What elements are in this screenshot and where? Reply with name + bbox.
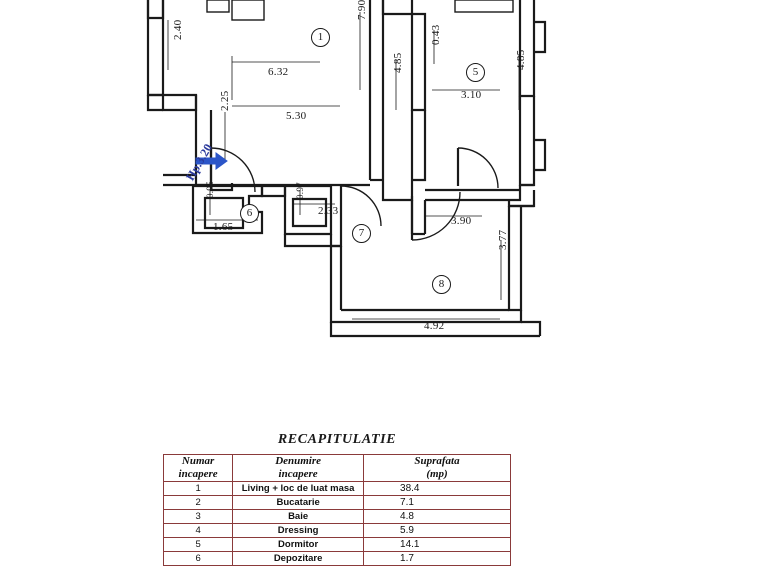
- cell-name: Bucatarie: [233, 496, 364, 510]
- column-header-number-line1: Numar: [181, 455, 215, 467]
- table-title: RECAPITULATIE: [277, 432, 397, 447]
- dimension-label: 1.65: [213, 221, 234, 233]
- cell-name: Living + loc de luat masa: [233, 482, 364, 496]
- cell-name: Dressing: [233, 524, 364, 538]
- column-header-name-line1: Denumire: [275, 455, 322, 467]
- dimension-label: 0.97: [295, 182, 305, 199]
- room-number-badge: 8: [432, 275, 451, 294]
- table-row: [164, 524, 511, 538]
- dimension-label: 3.90: [451, 215, 472, 227]
- cell-number: 2: [164, 496, 233, 510]
- cell-area: 14.1: [364, 538, 511, 552]
- table-header: [164, 455, 511, 482]
- column-header-number: [164, 455, 233, 482]
- column-header-area: [364, 455, 511, 482]
- table-row: [164, 496, 511, 510]
- room-number-badge: 6: [240, 204, 259, 223]
- dimension-label: 2.33: [318, 205, 339, 217]
- dimension-label: 2.40: [172, 19, 184, 40]
- cell-number: 3: [164, 510, 233, 524]
- room-number-badge: 7: [352, 224, 371, 243]
- table-row: [164, 538, 511, 552]
- table-header-row: [164, 455, 511, 482]
- cell-area: 4.8: [364, 510, 511, 524]
- column-header-area-line2: (mp): [426, 468, 448, 480]
- table-row: [164, 552, 511, 566]
- dimension-label: 4.92: [424, 320, 445, 332]
- dimension-label: 4.85: [515, 49, 527, 70]
- entry-height-label: Hp.3.20: [183, 141, 216, 183]
- dimension-label: 5.30: [286, 110, 307, 122]
- cell-name: Baie: [233, 510, 364, 524]
- dimension-label: 2.25: [219, 90, 231, 111]
- column-header-area-line1: Suprafata: [414, 455, 460, 467]
- cell-area: 38.4: [364, 482, 511, 496]
- cell-area: 5.9: [364, 524, 511, 538]
- table-row: [164, 482, 511, 496]
- cell-number: 6: [164, 552, 233, 566]
- room-number-badge: 1: [311, 28, 330, 47]
- recapitulation-section: [163, 432, 511, 566]
- dimension-label: 4.85: [392, 52, 404, 73]
- cell-number: 1: [164, 482, 233, 496]
- cell-number: 4: [164, 524, 233, 538]
- cell-number: 5: [164, 538, 233, 552]
- wall-outline-group: [148, 0, 545, 336]
- dimension-label: 6.32: [268, 66, 289, 78]
- column-header-name-line2: incapere: [278, 468, 318, 480]
- dimension-label: 3.10: [461, 89, 482, 101]
- cell-name: Dormitor: [233, 538, 364, 552]
- dimension-label: 0.95: [205, 181, 215, 198]
- table-body: [164, 482, 511, 566]
- dimension-label: 3.77: [497, 229, 509, 250]
- room-number-badge: 5: [466, 63, 485, 82]
- cell-area: 7.1: [364, 496, 511, 510]
- cell-name: Depozitare: [233, 552, 364, 566]
- dimension-label: 0.43: [430, 24, 442, 45]
- dimension-label: 7.90: [356, 0, 368, 20]
- table-row: [164, 510, 511, 524]
- column-header-name: [233, 455, 364, 482]
- column-header-number-line2: incapere: [178, 468, 218, 480]
- recapitulation-table: [163, 454, 511, 566]
- cell-area: 1.7: [364, 552, 511, 566]
